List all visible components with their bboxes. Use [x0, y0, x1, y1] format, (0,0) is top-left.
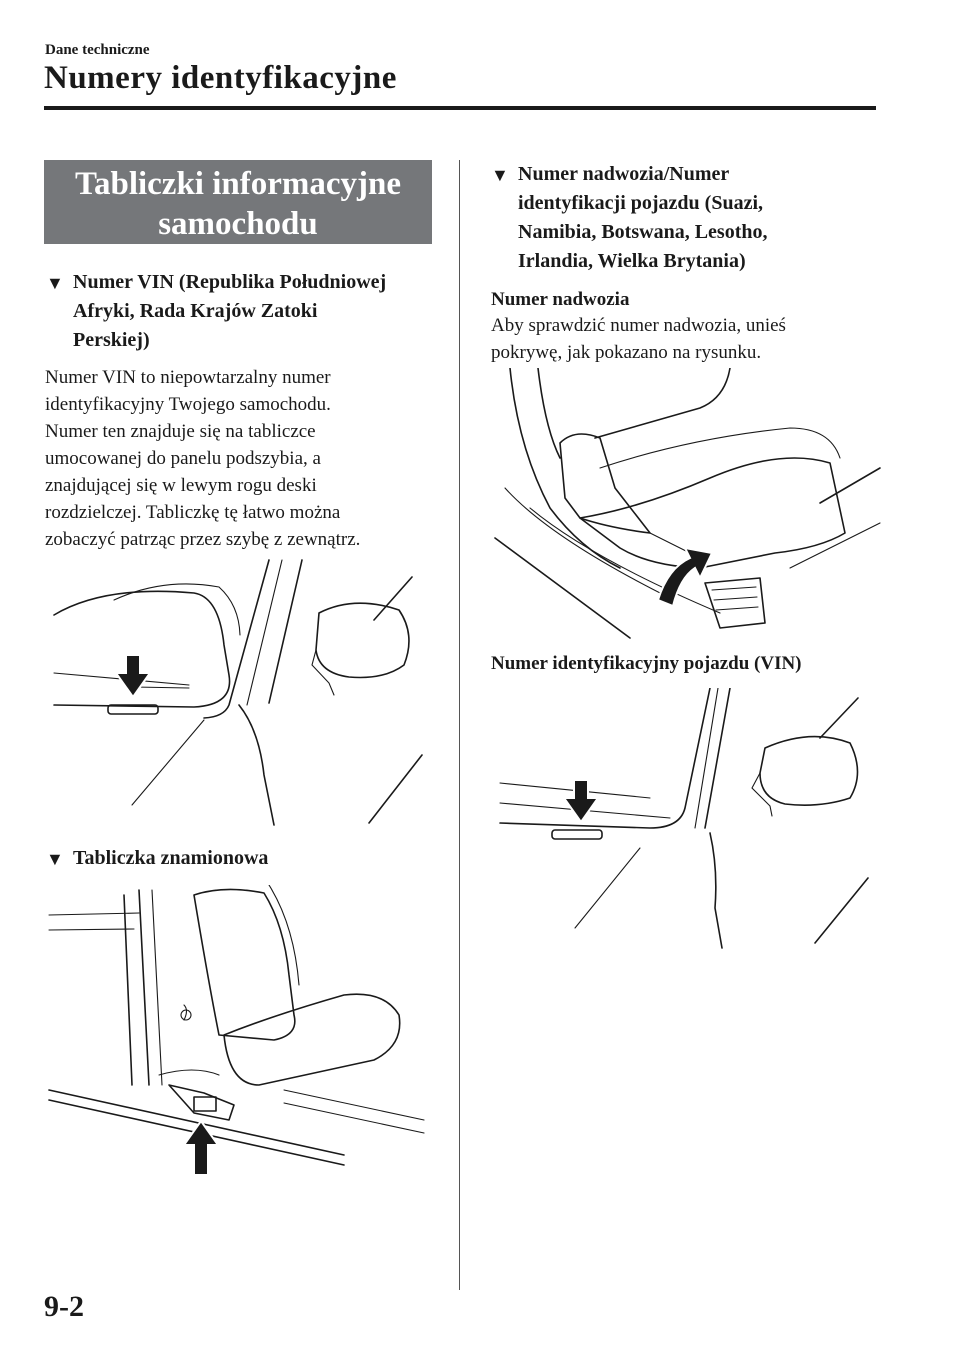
plate-heading [46, 844, 446, 873]
vin-heading-line-1: Numer VIN (Republika Południowej [73, 271, 387, 293]
body-heading-line-3: Namibia, Botswana, Lesotho, [518, 221, 768, 243]
title-rule [44, 106, 876, 110]
body-heading-line-2: identyfikacji pojazdu (Suazi, [518, 192, 764, 214]
chassis-label: Numer nadwozia [491, 289, 630, 310]
vin-heading [46, 268, 446, 355]
vin-windshield-illustration [490, 688, 890, 958]
text-line: identyfikacyjny Twojego samochodu. [45, 394, 331, 415]
text-line: Numer ten znajduje się na tabliczce [45, 421, 316, 442]
vin-label: Numer identyfikacyjny pojazdu (VIN) [491, 653, 802, 674]
vin-heading-line-3: Perskiej) [73, 329, 150, 351]
chassis-description [491, 312, 891, 366]
banner-line-1: Tabliczki informacyjne [74, 166, 402, 202]
banner-line-2: samochodu [158, 206, 318, 242]
text-line: Numer VIN to niepowtarzalny numer [45, 367, 331, 388]
section-label: Dane techniczne [45, 42, 150, 58]
vin-dashboard-illustration [44, 555, 444, 835]
vin-heading-line-2: Afryki, Rada Krajów Zatoki [73, 300, 318, 322]
page-number: 9-2 [44, 1290, 84, 1323]
text-line: umocowanej do panelu podszybia, a [45, 448, 321, 469]
chassis-sill-illustration [490, 368, 890, 648]
triangle-down-icon: ▼ [46, 849, 64, 869]
section-banner [44, 160, 432, 244]
text-line: rozdzielczej. Tabliczkę tę łatwo można [45, 502, 341, 523]
triangle-down-icon: ▼ [46, 273, 64, 293]
column-divider [459, 160, 460, 1290]
text-line: pokrywę, jak pokazano na rysunku. [491, 342, 762, 363]
page-title: Numery identyfikacyjne [44, 60, 397, 96]
text-line: zobaczyć patrząc przez szybę z zewnątrz. [45, 529, 361, 550]
body-number-heading [491, 160, 891, 276]
vin-description [45, 364, 455, 553]
text-line: znajdującej się w lewym rogu deski [45, 475, 317, 496]
body-heading-line-4: Irlandia, Wielka Brytania) [518, 250, 746, 272]
triangle-down-icon: ▼ [491, 165, 509, 185]
text-line: Aby sprawdzić numer nadwozia, unieś [491, 315, 786, 336]
plate-heading-text: Tabliczka znamionowa [73, 847, 269, 869]
plate-pillar-illustration [44, 885, 444, 1185]
body-heading-line-1: Numer nadwozia/Numer [518, 163, 730, 185]
